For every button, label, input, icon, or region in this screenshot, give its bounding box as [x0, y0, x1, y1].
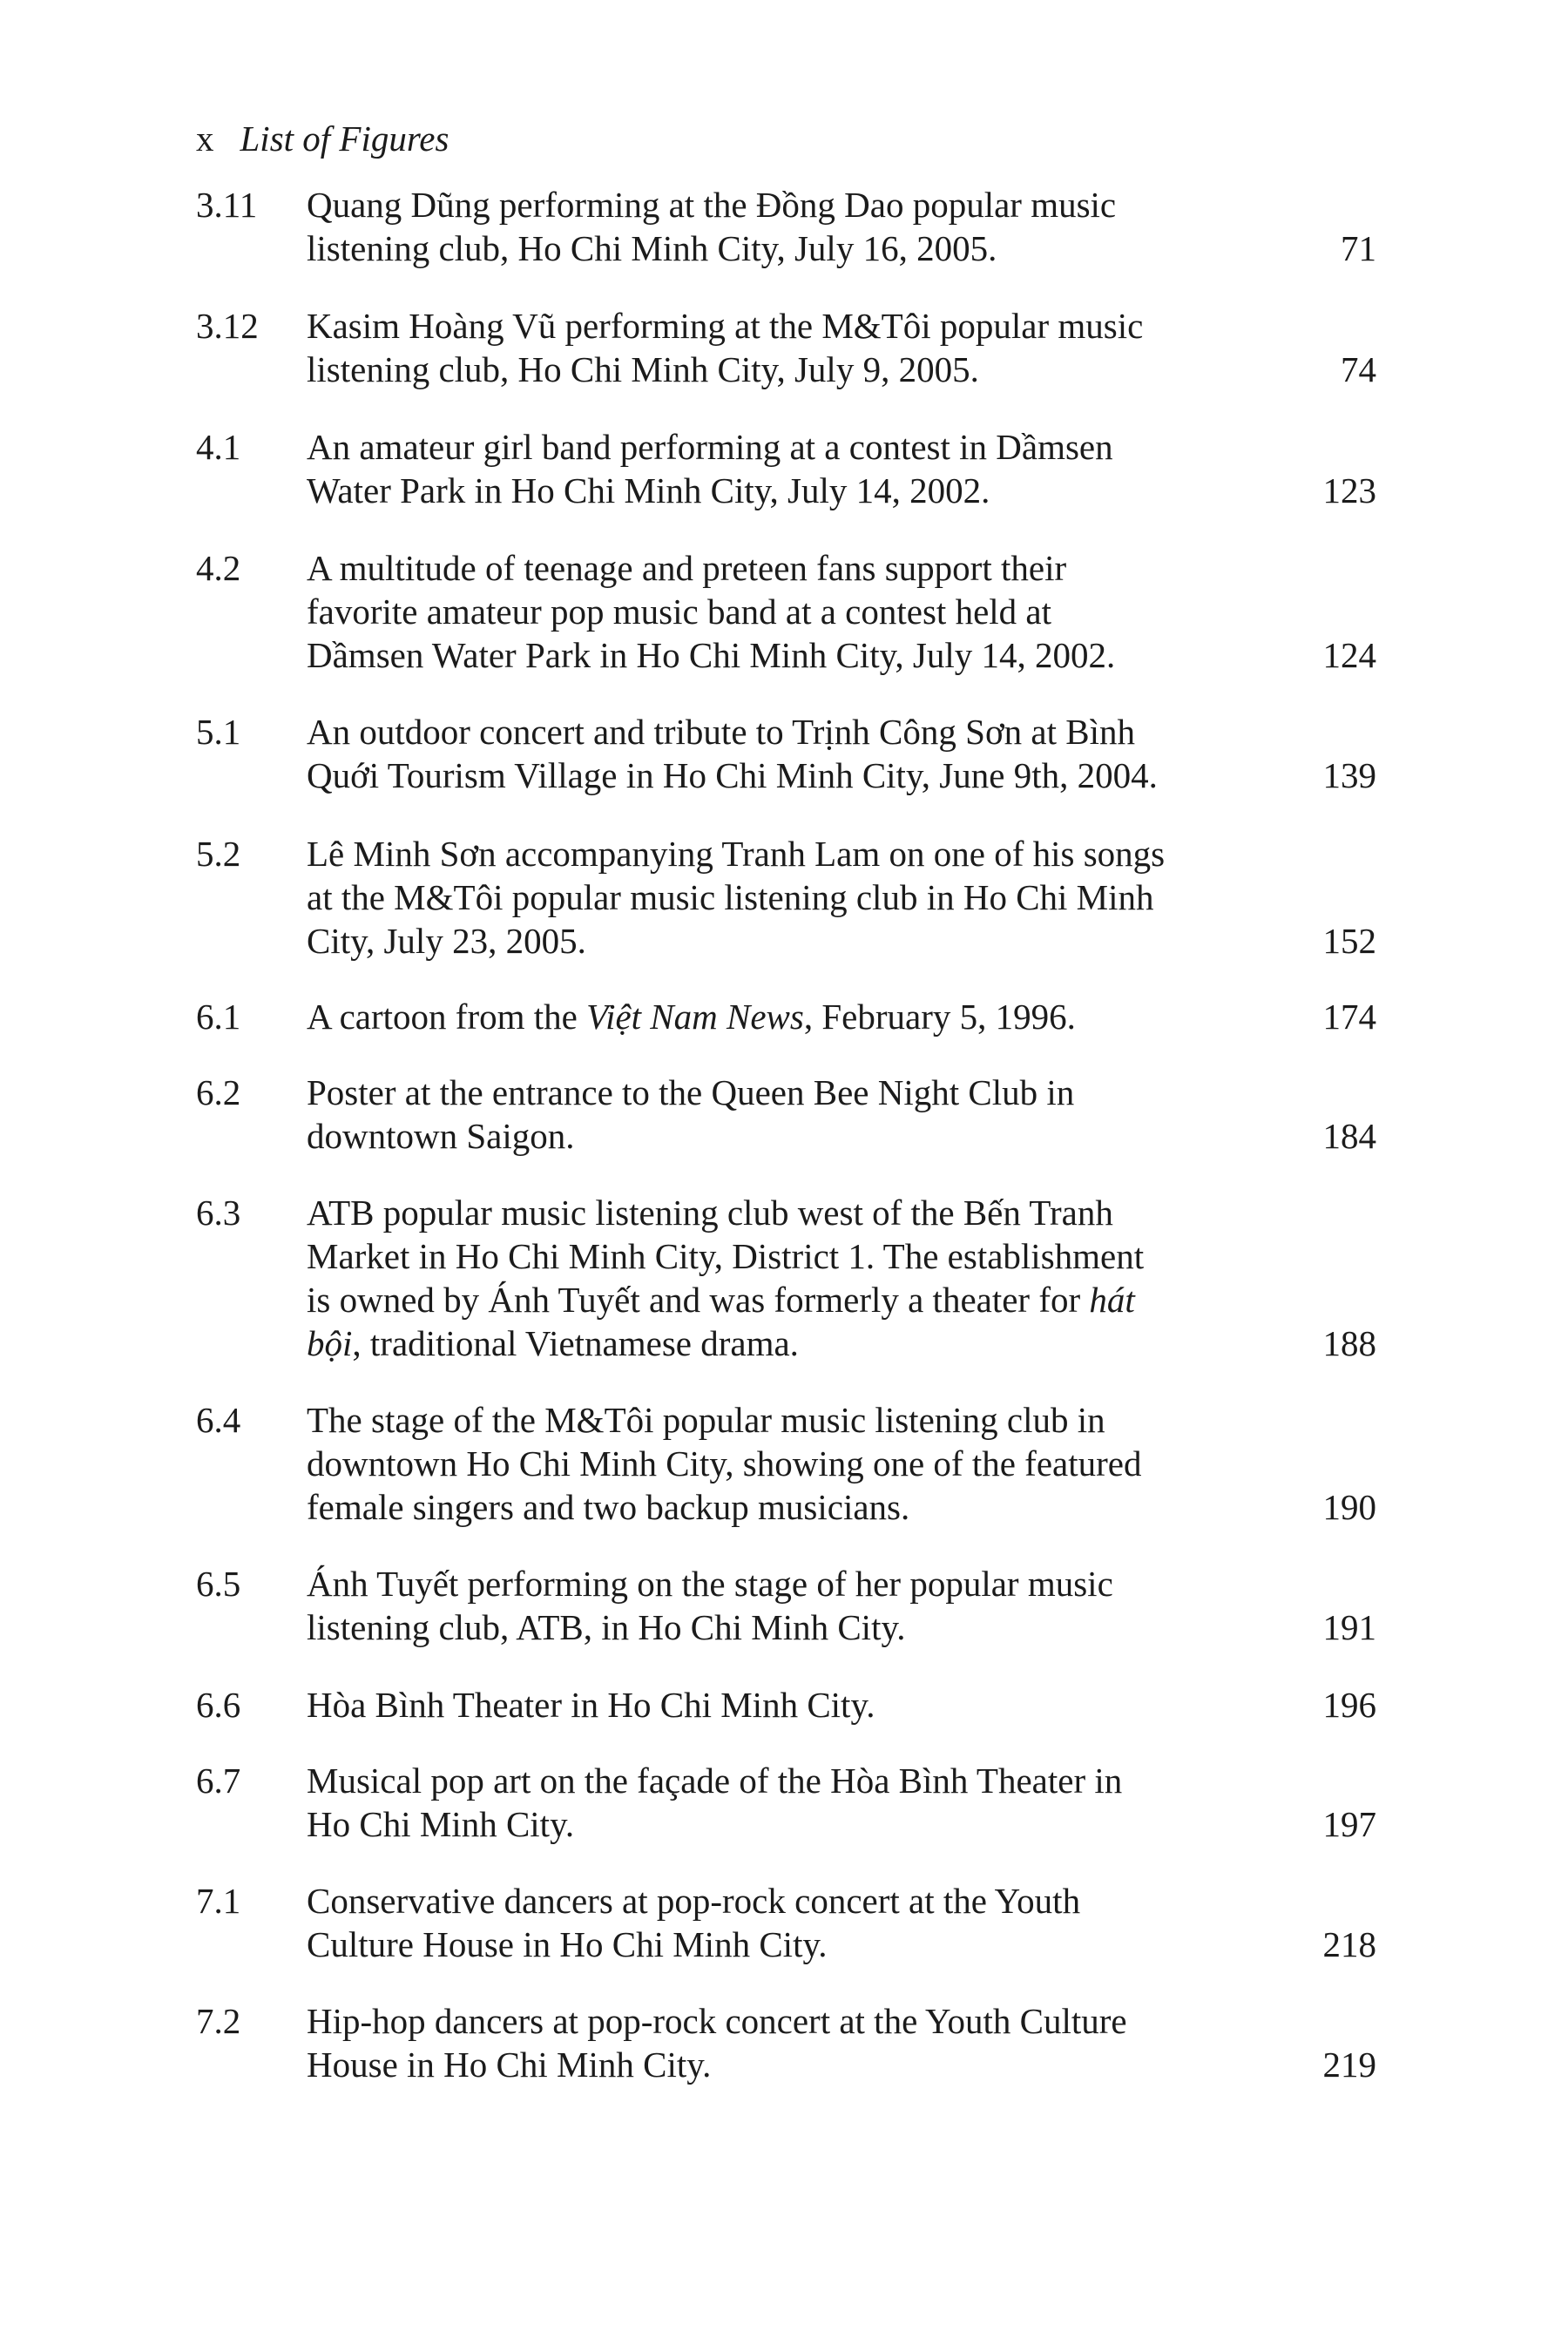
figure-caption [307, 1879, 1274, 1966]
caption-line: listening club, Ho Chi Minh City, July 16, 2005. [307, 228, 997, 268]
figure-entry [196, 1562, 1376, 1649]
caption-line: A multitude of teenage and preteen fans support their [307, 548, 1067, 588]
caption-line: Market in Ho Chi Minh City, District 1. The establishment [307, 1236, 1145, 1276]
figure-entry [196, 304, 1376, 391]
figure-entry [196, 832, 1376, 963]
figure-number: 6.4 [196, 1400, 241, 1440]
figure-caption [307, 1071, 1274, 1158]
figure-page-number: 139 [1322, 755, 1376, 795]
figure-entry [196, 546, 1376, 677]
caption-line: Quang Dũng performing at the Đồng Dao popular music [307, 185, 1117, 225]
figure-entry [196, 1759, 1376, 1846]
caption-text: , February 5, 1996. [803, 997, 1076, 1037]
figure-number: 7.2 [196, 2001, 241, 2041]
caption-line: An outdoor concert and tribute to Trịnh Công Sơn at Bình [307, 712, 1135, 752]
figure-entry [196, 425, 1376, 512]
figure-number: 6.2 [196, 1072, 241, 1112]
caption-line: downtown Saigon. [307, 1116, 575, 1156]
caption-line: Hòa Bình Theater in Ho Chi Minh City. [307, 1685, 875, 1725]
figure-number: 4.2 [196, 548, 241, 588]
figure-caption [307, 546, 1274, 677]
figure-caption [307, 1759, 1274, 1846]
caption-line: at the M&Tôi popular music listening club in Ho Chi Minh [307, 877, 1154, 917]
figure-page-number: 123 [1322, 470, 1376, 510]
figure-page-number: 71 [1341, 228, 1376, 268]
figure-caption [307, 1562, 1274, 1649]
figure-number: 6.5 [196, 1564, 241, 1604]
figure-entry [196, 710, 1376, 797]
figure-caption [307, 425, 1274, 512]
figure-page-number: 197 [1322, 1804, 1376, 1844]
caption-line: Quới Tourism Village in Ho Chi Minh City, June 9th, 2004. [307, 755, 1158, 795]
figure-number: 6.3 [196, 1193, 241, 1233]
figure-entry [196, 1071, 1376, 1158]
figure-number: 7.1 [196, 1881, 241, 1921]
figure-page-number: 184 [1322, 1116, 1376, 1156]
figure-entry [196, 1879, 1376, 1966]
figure-number: 6.1 [196, 997, 241, 1037]
running-head [196, 116, 449, 161]
figure-page-number: 124 [1322, 635, 1376, 675]
figure-page-number: 190 [1322, 1487, 1376, 1527]
italic-term: hát [1089, 1280, 1135, 1320]
figure-number: 5.2 [196, 834, 241, 874]
caption-line: Musical pop art on the façade of the Hòa Bình Theater in [307, 1761, 1123, 1801]
caption-line: Poster at the entrance to the Queen Bee Night Club in [307, 1072, 1075, 1112]
figure-entry [196, 995, 1376, 1038]
caption-line: Hip-hop dancers at pop-rock concert at the Youth Culture [307, 2001, 1127, 2041]
caption-line [307, 1278, 1274, 1321]
italic-term: bội [307, 1323, 353, 1363]
caption-line: favorite amateur pop music band at a contest held at [307, 591, 1051, 632]
figure-caption [307, 1683, 1274, 1727]
figure-page-number: 218 [1322, 1924, 1376, 1964]
caption-text: A cartoon from the [307, 997, 587, 1037]
figure-entry [196, 1398, 1376, 1529]
caption-line: Kasim Hoàng Vũ performing at the M&Tôi popular music [307, 306, 1144, 346]
caption-line [307, 1321, 1274, 1365]
figure-entry [196, 1999, 1376, 2086]
figure-page-number: 74 [1341, 349, 1376, 389]
caption-line: Conservative dancers at pop-rock concert at the Youth [307, 1881, 1081, 1921]
figure-entry [196, 1191, 1376, 1365]
caption-text: is owned by Ánh Tuyết and was formerly a theater for [307, 1280, 1090, 1320]
page-folio: x [196, 118, 214, 159]
running-head-title: List of Figures [240, 118, 449, 159]
figure-number: 3.11 [196, 185, 258, 225]
figure-caption [307, 995, 1274, 1038]
caption-line: Water Park in Ho Chi Minh City, July 14, 2002. [307, 470, 990, 510]
figure-page-number: 152 [1322, 921, 1376, 961]
figure-caption [307, 1191, 1274, 1365]
figure-caption [307, 1398, 1274, 1529]
caption-line: An amateur girl band performing at a contest in Dầmsen [307, 427, 1113, 467]
figure-number: 4.1 [196, 427, 241, 467]
figure-caption [307, 304, 1274, 391]
caption-line: Ánh Tuyết performing on the stage of her popular music [307, 1564, 1113, 1604]
figure-caption [307, 183, 1274, 270]
figure-caption [307, 832, 1274, 963]
caption-line: House in Ho Chi Minh City. [307, 2044, 712, 2085]
newspaper-title: Việt Nam News [586, 997, 804, 1037]
figure-page-number: 219 [1322, 2044, 1376, 2085]
figure-number: 6.6 [196, 1685, 241, 1725]
caption-line [307, 995, 1274, 1038]
caption-line: Lê Minh Sơn accompanying Tranh Lam on one of his songs [307, 834, 1166, 874]
caption-line: listening club, ATB, in Ho Chi Minh City. [307, 1607, 906, 1647]
figure-entry [196, 183, 1376, 270]
caption-line: listening club, Ho Chi Minh City, July 9, 2005. [307, 349, 979, 389]
figure-page-number: 174 [1322, 997, 1376, 1037]
figure-page-number: 188 [1322, 1323, 1376, 1363]
figure-page-number: 191 [1322, 1607, 1376, 1647]
caption-line: female singers and two backup musicians. [307, 1487, 910, 1527]
caption-line: City, July 23, 2005. [307, 921, 586, 961]
figure-number: 5.1 [196, 712, 241, 752]
caption-text: , traditional Vietnamese drama. [352, 1323, 799, 1363]
figure-number: 3.12 [196, 306, 259, 346]
caption-line: Culture House in Ho Chi Minh City. [307, 1924, 828, 1964]
caption-line: The stage of the M&Tôi popular music listening club in [307, 1400, 1105, 1440]
caption-line: Ho Chi Minh City. [307, 1804, 575, 1844]
caption-line: Dầmsen Water Park in Ho Chi Minh City, July 14, 2002. [307, 635, 1116, 675]
figure-page-number: 196 [1322, 1685, 1376, 1725]
caption-line: ATB popular music listening club west of the Bến Tranh [307, 1193, 1113, 1233]
figure-entry [196, 1683, 1376, 1727]
caption-line: downtown Ho Chi Minh City, showing one of the featured [307, 1443, 1142, 1484]
figure-number: 6.7 [196, 1761, 241, 1801]
figure-caption [307, 710, 1274, 797]
figure-caption [307, 1999, 1274, 2086]
